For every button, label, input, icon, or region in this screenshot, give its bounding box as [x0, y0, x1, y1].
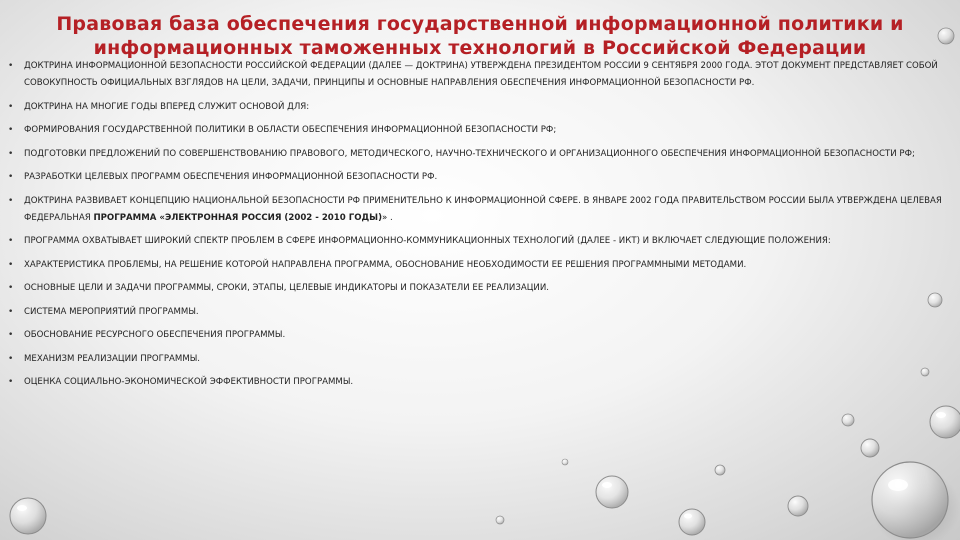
bullet-item [8, 257, 952, 274]
bullet-item [8, 122, 952, 139]
drop [596, 476, 628, 508]
drop [842, 414, 854, 426]
bullet-text-tail: » . [382, 212, 393, 223]
bullet-item [8, 146, 952, 163]
bullet-item [8, 99, 952, 116]
bullet-marker: • [8, 236, 14, 246]
bullet-marker: • [8, 148, 14, 159]
drop [788, 496, 808, 516]
slide-title [40, 12, 920, 60]
drop [10, 498, 46, 534]
bullet-text: ХАРАКТЕРИСТИКА ПРОБЛЕМЫ, НА РЕШЕНИЕ КОТОРОЙ НАПРАВЛЕНА ПРОГРАММА, ОБОСНОВАНИЕ НЕОБХОДИМОСТИ ЕЕ РЕШЕНИЯ ПРОГРАММНЫМИ МЕТОДАМИ. [24, 259, 747, 270]
slide-title-line-1: Правовая база обеспечения государственной информационной политики и [56, 13, 904, 35]
bullet-marker: • [8, 259, 14, 270]
bullet-item [8, 169, 952, 186]
bullet-text: ФОРМИРОВАНИЯ ГОСУДАРСТВЕННОЙ ПОЛИТИКИ В ОБЛАСТИ ОБЕСПЕЧЕНИЯ ИНФОРМАЦИОННОЙ БЕЗОПАСНОСТИ РФ; [24, 125, 557, 135]
bullet-text: РАЗРАБОТКИ ЦЕЛЕВЫХ ПРОГРАММ ОБЕСПЕЧЕНИЯ ИНФОРМАЦИОННОЙ БЕЗОПАСНОСТИ РФ. [24, 172, 438, 182]
bullet-item [8, 280, 952, 297]
bullet-text: ОЦЕНКА СОЦИАЛЬНО-ЭКОНОМИЧЕСКОЙ ЭФФЕКТИВНОСТИ ПРОГРАММЫ. [24, 377, 354, 387]
drop [715, 465, 725, 475]
bullet-text: ОСНОВНЫЕ ЦЕЛИ И ЗАДАЧИ ПРОГРАММЫ, СРОКИ, ЭТАПЫ, ЦЕЛЕВЫЕ ИНДИКАТОРЫ И ПОКАЗАТЕЛИ ЕЕ РЕАЛИЗАЦИИ. [24, 283, 550, 293]
bullet-text: ПРОГРАММА ОХВАТЫВАЕТ ШИРОКИЙ СПЕКТР ПРОБЛЕМ В СФЕРЕ ИНФОРМАЦИОННО-КОММУНИКАЦИОННЫХ ТЕХНОЛОГИЙ (ДАЛЕЕ - ИКТ) И ВКЛЮЧАЕТ СЛЕДУЮЩИЕ ПОЛОЖЕНИЯ: [24, 236, 831, 246]
drop [496, 516, 504, 524]
bullet-item [8, 58, 952, 92]
bullet-text: ПОДГОТОВКИ ПРЕДЛОЖЕНИЙ ПО СОВЕРШЕНСТВОВАНИЮ ПРАВОВОГО, МЕТОДИЧЕСКОГО, НАУЧНО-ТЕХНИЧЕСКОГО И ОРГАНИЗАЦИОННОГО ОБЕСПЕЧЕНИЯ ИНФОРМАЦИОННОЙ БЕЗОПАСНОСТИ РФ; [24, 148, 915, 159]
bullet-marker: • [8, 101, 14, 112]
bullet-text: ДОКТРИНА РАЗВИВАЕТ КОНЦЕПЦИЮ НАЦИОНАЛЬНОЙ БЕЗОПАСНОСТИ РФ ПРИМЕНИТЕЛЬНО К ИНФОРМАЦИОННОЙ СФЕРЕ. В ЯНВАРЕ 2002 ГОДА ПРАВИТЕЛЬСТВОМ РОССИИ БЫЛА УТВЕРЖДЕНА ЦЕЛЕВАЯ ФЕДЕРАЛЬНАЯ [24, 195, 942, 223]
bullet-marker: • [8, 377, 14, 387]
bullet-item [8, 351, 952, 368]
bullet-marker: • [8, 353, 14, 364]
drop [872, 462, 960, 540]
bullet-text: ДОКТРИНА НА МНОГИЕ ГОДЫ ВПЕРЕД СЛУЖИТ ОСНОВОЙ ДЛЯ: [24, 101, 310, 112]
bullet-marker: • [8, 306, 14, 317]
bullet-list [8, 58, 952, 398]
bullet-text: МЕХАНИЗМ РЕАЛИЗАЦИИ ПРОГРАММЫ. [24, 353, 201, 364]
slide-title-line-2: информационных таможенных технологий в Российской Федерации [93, 37, 867, 59]
bullet-text: ДОКТРИНА ИНФОРМАЦИОННОЙ БЕЗОПАСНОСТИ РОССИЙСКОЙ ФЕДЕРАЦИИ (ДАЛЕЕ — ДОКТРИНА) УТВЕРЖДЕНА ПРЕЗИДЕНТОМ РОССИИ 9 СЕНТЯБРЯ 2000 ГОДА. ЭТОТ ДОКУМЕНТ ПРЕДСТАВЛЯЕТ СОБОЙ СОВОКУПНОСТЬ ОФИЦИАЛЬНЫХ ВЗГЛЯДОВ НА ЦЕЛИ, ЗАДАЧИ, ПРИНЦИПЫ И ОСНОВНЫЕ НАПРАВЛЕНИЯ ОБЕСПЕЧЕНИЯ ИНФОРМАЦИОННОЙ БЕЗОПАСНОСТИ РФ. [24, 61, 938, 88]
bullet-marker: • [8, 283, 14, 293]
bullet-marker: • [8, 195, 14, 206]
drop [930, 406, 960, 438]
bullet-marker: • [8, 125, 14, 135]
bullet-marker: • [8, 61, 14, 71]
drop [861, 439, 879, 457]
drop [562, 459, 568, 465]
bullet-text: СИСТЕМА МЕРОПРИЯТИЙ ПРОГРАММЫ. [24, 306, 199, 317]
bullet-marker: • [8, 330, 14, 340]
drop [679, 509, 705, 535]
program-name-bold: ПРОГРАММА «ЭЛЕКТРОННАЯ РОССИЯ (2002 - 2010 ГОДЫ) [93, 212, 382, 223]
bullet-item [8, 374, 952, 391]
bullet-item [8, 233, 952, 250]
drop [938, 28, 954, 44]
bullet-item [8, 193, 952, 227]
bullet-item [8, 327, 952, 344]
bullet-item [8, 304, 952, 321]
bullet-text: ОБОСНОВАНИЕ РЕСУРСНОГО ОБЕСПЕЧЕНИЯ ПРОГРАММЫ. [24, 330, 286, 340]
bullet-marker: • [8, 172, 14, 182]
